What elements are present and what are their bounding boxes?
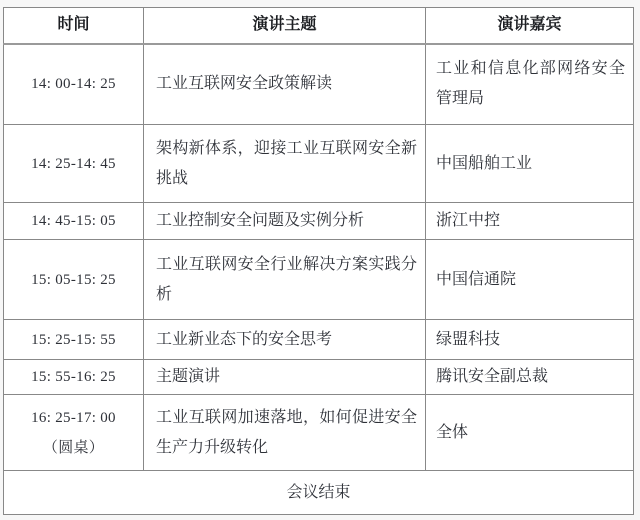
- table-row: [4, 360, 634, 395]
- topic-cell: 主题演讲: [144, 360, 426, 395]
- footer-row: [4, 471, 634, 515]
- guest-cell: 中国船舶工业: [426, 125, 634, 203]
- time-note: （圆桌）: [42, 439, 105, 456]
- topic-cell: 工业新业态下的安全思考: [144, 320, 426, 360]
- table-header: [4, 8, 634, 44]
- guest-cell: 全体: [426, 395, 634, 471]
- conference-agenda-table: [3, 7, 634, 515]
- table-body: [4, 44, 634, 515]
- header-time: 时间: [4, 8, 144, 44]
- time-cell: 15: 05-15: 25: [4, 240, 144, 320]
- guest-cell: 绿盟科技: [426, 320, 634, 360]
- time-cell: 14: 00-14: 25: [4, 44, 144, 125]
- topic-cell: 工业控制安全问题及实例分析: [144, 203, 426, 240]
- time-cell: 15: 25-15: 55: [4, 320, 144, 360]
- table-row: [4, 203, 634, 240]
- table-row: [4, 125, 634, 203]
- time-cell: 15: 55-16: 25: [4, 360, 144, 395]
- guest-cell: 浙江中控: [426, 203, 634, 240]
- table-row: [4, 320, 634, 360]
- time-cell: 14: 25-14: 45: [4, 125, 144, 203]
- table-row: [4, 395, 634, 471]
- topic-cell: 工业互联网加速落地，如何促进安全生产力升级转化: [144, 395, 426, 471]
- table-row: [4, 44, 634, 125]
- topic-cell: 工业互联网安全政策解读: [144, 44, 426, 125]
- guest-cell: 腾讯安全副总裁: [426, 360, 634, 395]
- header-row: [4, 8, 634, 44]
- topic-cell: 架构新体系，迎接工业互联网安全新挑战: [144, 125, 426, 203]
- table-row: [4, 240, 634, 320]
- header-guest: 演讲嘉宾: [426, 8, 634, 44]
- time-cell: [4, 395, 144, 471]
- guest-cell: 工业和信息化部网络安全管理局: [426, 44, 634, 125]
- time-range: 16: 25-17: 00: [31, 409, 116, 426]
- topic-cell: 工业互联网安全行业解决方案实践分析: [144, 240, 426, 320]
- header-topic: 演讲主题: [144, 8, 426, 44]
- time-cell: 14: 45-15: 05: [4, 203, 144, 240]
- guest-cell: 中国信通院: [426, 240, 634, 320]
- meeting-end-cell: 会议结束: [4, 471, 634, 515]
